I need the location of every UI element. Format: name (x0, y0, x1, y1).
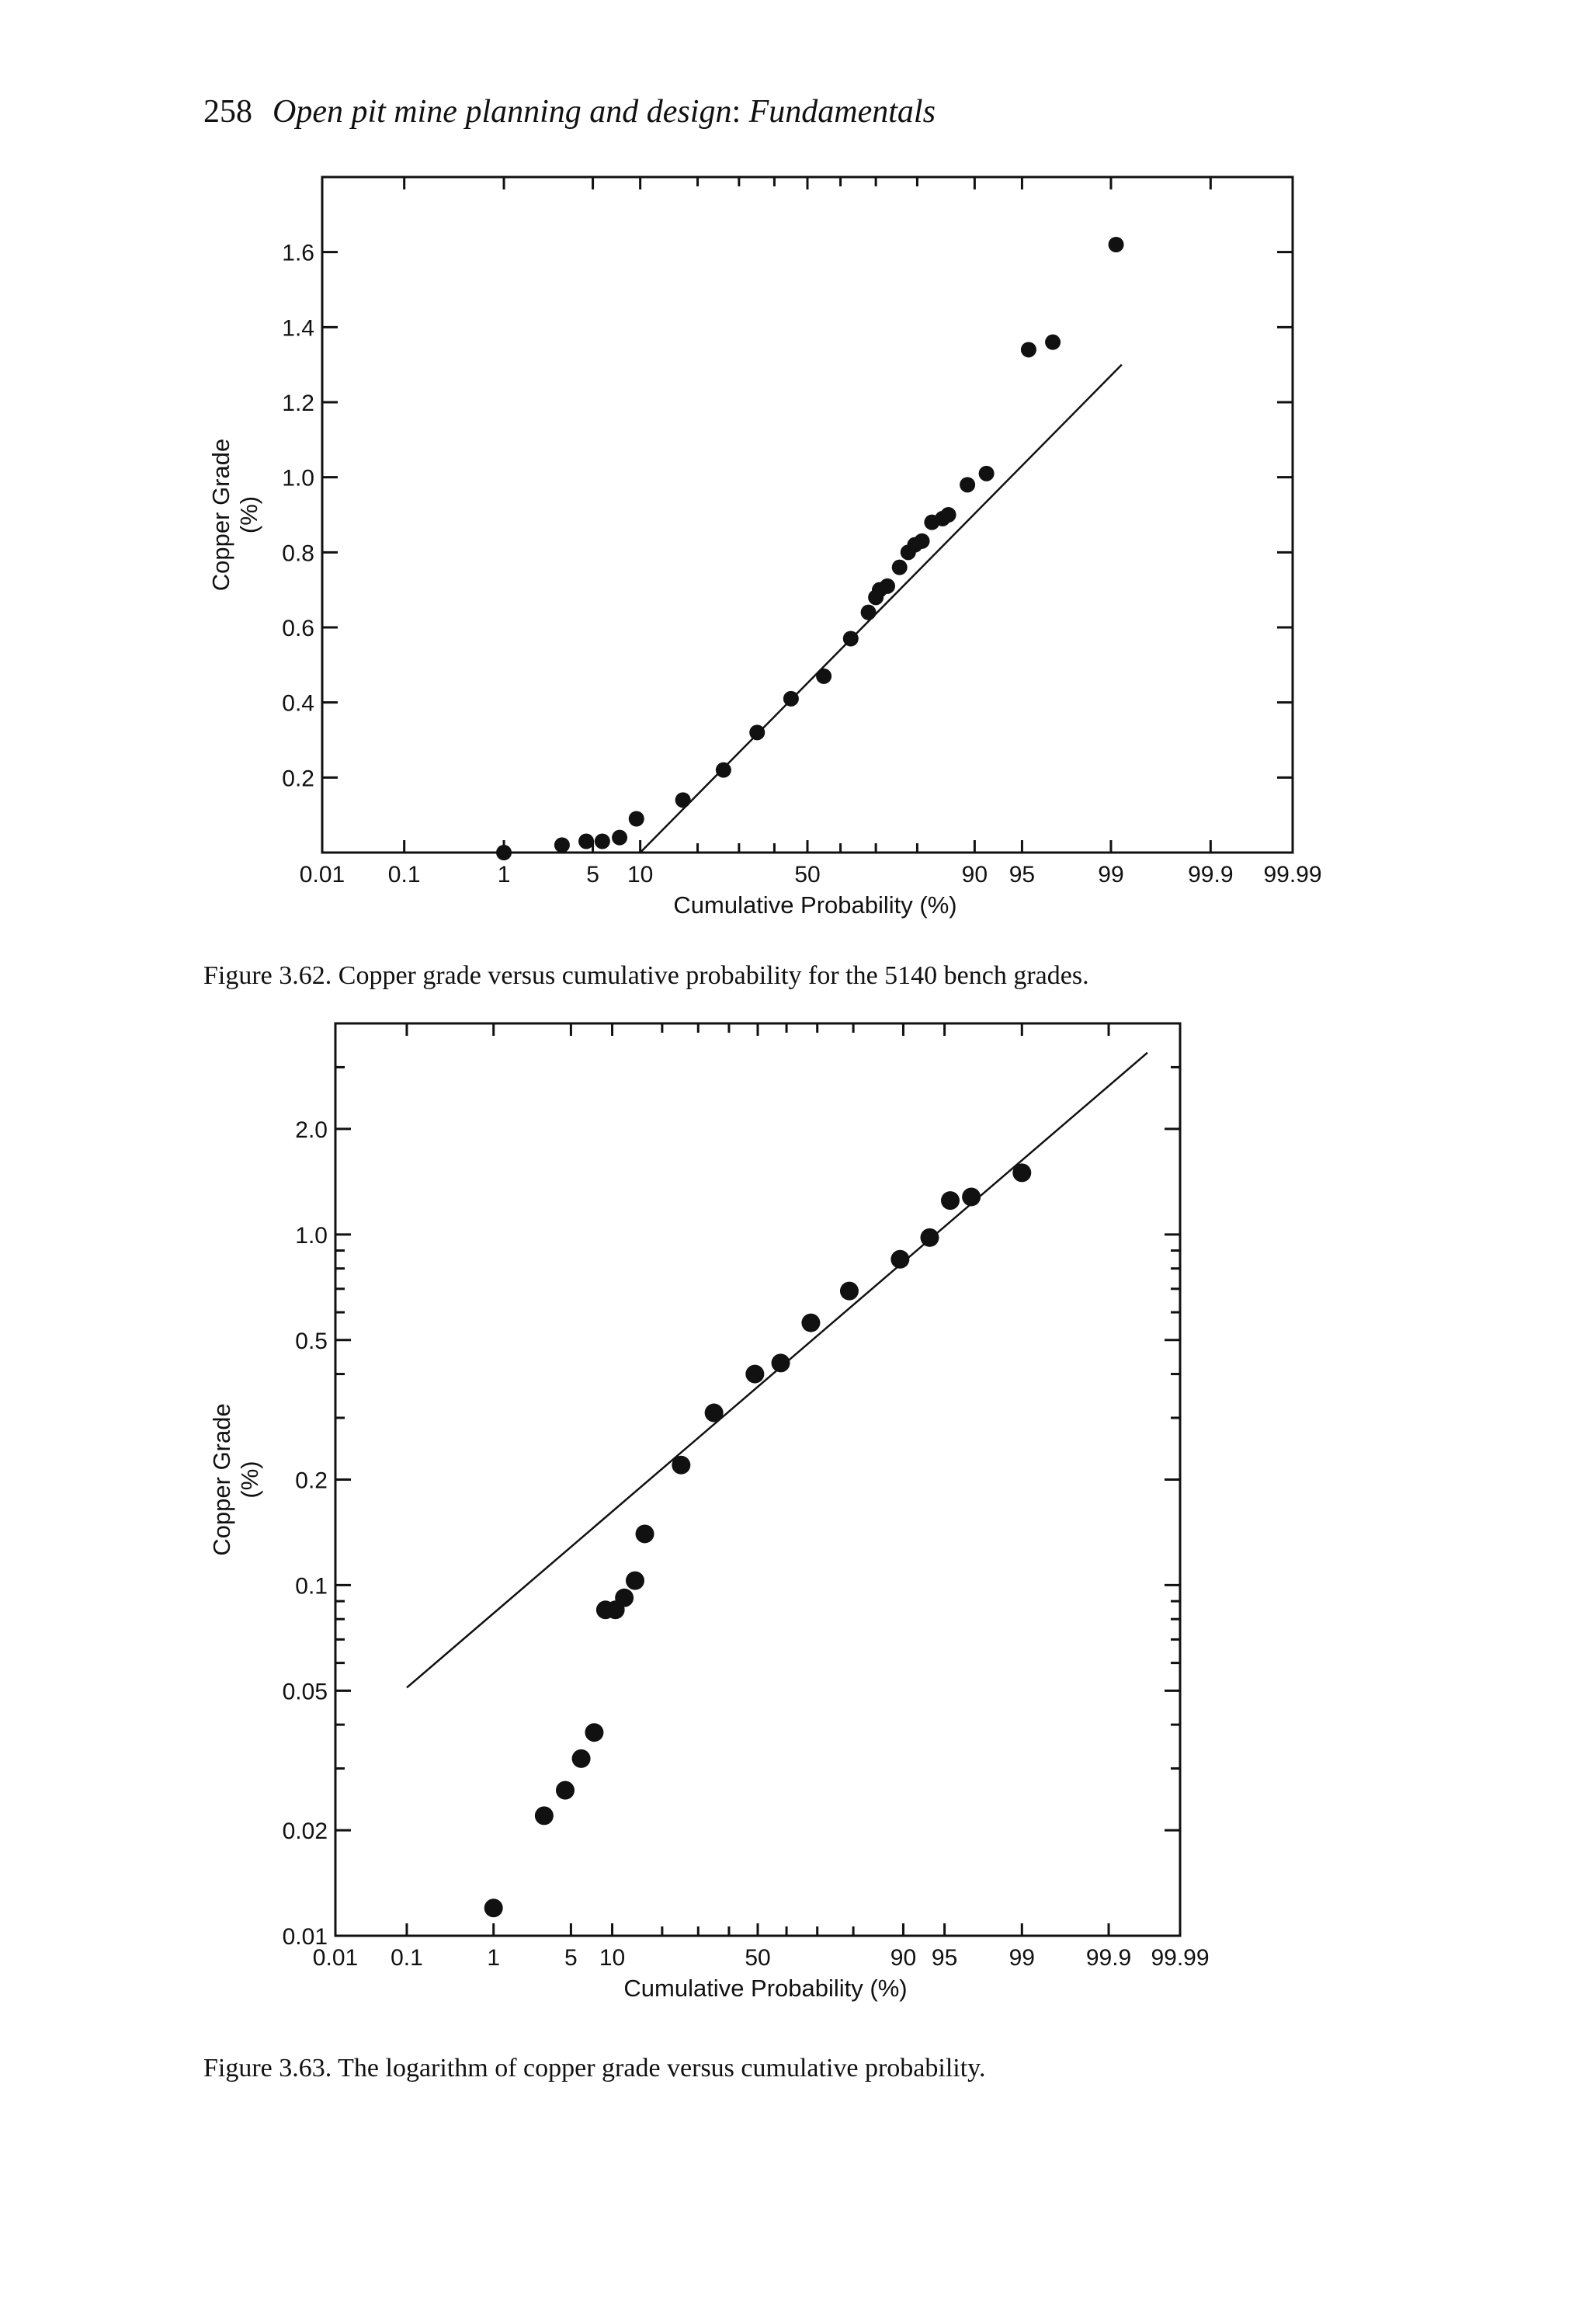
data-point (941, 1191, 960, 1210)
y-tick-label: 0.1 (295, 1573, 328, 1600)
y-tick-label: 1.0 (295, 1222, 328, 1249)
data-point (572, 1749, 591, 1768)
data-point (626, 1572, 644, 1590)
data-point (1012, 1163, 1031, 1182)
x-tick-label: 0.01 (299, 862, 345, 888)
y-tick-label: 0.5 (295, 1328, 328, 1354)
figure-caption-3-63: Figure 3.63. The logarithm of copper grade versus cumulative probability. (203, 2054, 986, 2083)
plot-frame (335, 1023, 1180, 1936)
y-tick-label: 0.4 (282, 690, 314, 717)
x-tick-label: 90 (961, 862, 988, 888)
page-number: 258 (203, 94, 252, 130)
data-point (772, 1353, 790, 1372)
y-tick-label: 0.2 (282, 766, 314, 792)
data-point (840, 1282, 859, 1301)
x-tick-label: 90 (890, 1945, 917, 1971)
x-tick-label: 99.9 (1188, 862, 1234, 888)
x-tick-label: 50 (794, 862, 821, 888)
y-tick-label: 0.8 (282, 540, 314, 567)
x-tick-label: 95 (1009, 862, 1036, 888)
x-tick-label: 99.99 (1151, 1945, 1210, 1971)
y-tick-label: 1.2 (282, 391, 314, 416)
y-axis-label: Copper Grade (208, 1403, 235, 1556)
x-tick-label: 1 (497, 862, 511, 888)
x-tick-label: 5 (586, 862, 599, 888)
data-point (801, 1314, 820, 1332)
data-point (585, 1723, 603, 1742)
data-point (672, 1456, 690, 1475)
data-point (920, 1228, 939, 1247)
y-axis-label-unit: (%) (236, 1461, 263, 1499)
y-tick-label: 0.02 (282, 1819, 328, 1845)
data-point (962, 1187, 981, 1206)
y-tick-label: 1.6 (282, 240, 314, 266)
x-tick-label: 99 (1009, 1945, 1035, 1971)
title-colon: : (731, 94, 749, 130)
data-point (535, 1806, 554, 1825)
y-tick-label: 2.0 (295, 1117, 328, 1143)
x-tick-label: 0.01 (312, 1945, 359, 1971)
y-tick-label: 0.05 (282, 1679, 328, 1705)
x-tick-label: 95 (931, 1945, 958, 1971)
x-tick-label: 50 (745, 1945, 771, 1971)
x-axis-label: Cumulative Probability (%) (623, 1975, 908, 2002)
book-subtitle: Fundamentals (748, 94, 936, 130)
x-tick-label: 1 (487, 1945, 501, 1971)
x-tick-label: 10 (599, 1945, 626, 1971)
data-point (745, 1365, 764, 1384)
y-tick-label: 0.6 (282, 616, 314, 641)
data-point (556, 1781, 575, 1800)
y-tick-label: 0.01 (282, 1924, 328, 1950)
data-point (636, 1524, 654, 1543)
data-point (705, 1404, 724, 1423)
y-axis-label: Copper Grade (207, 438, 234, 592)
x-tick-label: 10 (627, 862, 654, 888)
x-tick-label: 0.1 (391, 1945, 423, 1971)
book-title: Open pit mine planning and design (273, 94, 732, 130)
figure-caption-3-62: Figure 3.62. Copper grade versus cumulative probability for the 5140 bench grades. (203, 961, 1089, 990)
x-tick-label: 0.1 (387, 862, 421, 888)
x-tick-label: 99.9 (1085, 1945, 1132, 1971)
x-tick-label: 5 (564, 1945, 578, 1971)
y-tick-label: 1.0 (282, 465, 314, 492)
data-point (890, 1250, 909, 1269)
y-tick-label: 1.4 (282, 315, 314, 342)
x-tick-label: 99.99 (1263, 862, 1322, 888)
y-axis-label-unit: (%) (235, 495, 262, 534)
x-axis-label: Cumulative Probability (%) (673, 891, 957, 919)
x-tick-label: 99 (1098, 862, 1124, 888)
data-point (484, 1898, 503, 1917)
y-tick-label: 0.2 (295, 1468, 328, 1494)
data-point (615, 1589, 634, 1607)
